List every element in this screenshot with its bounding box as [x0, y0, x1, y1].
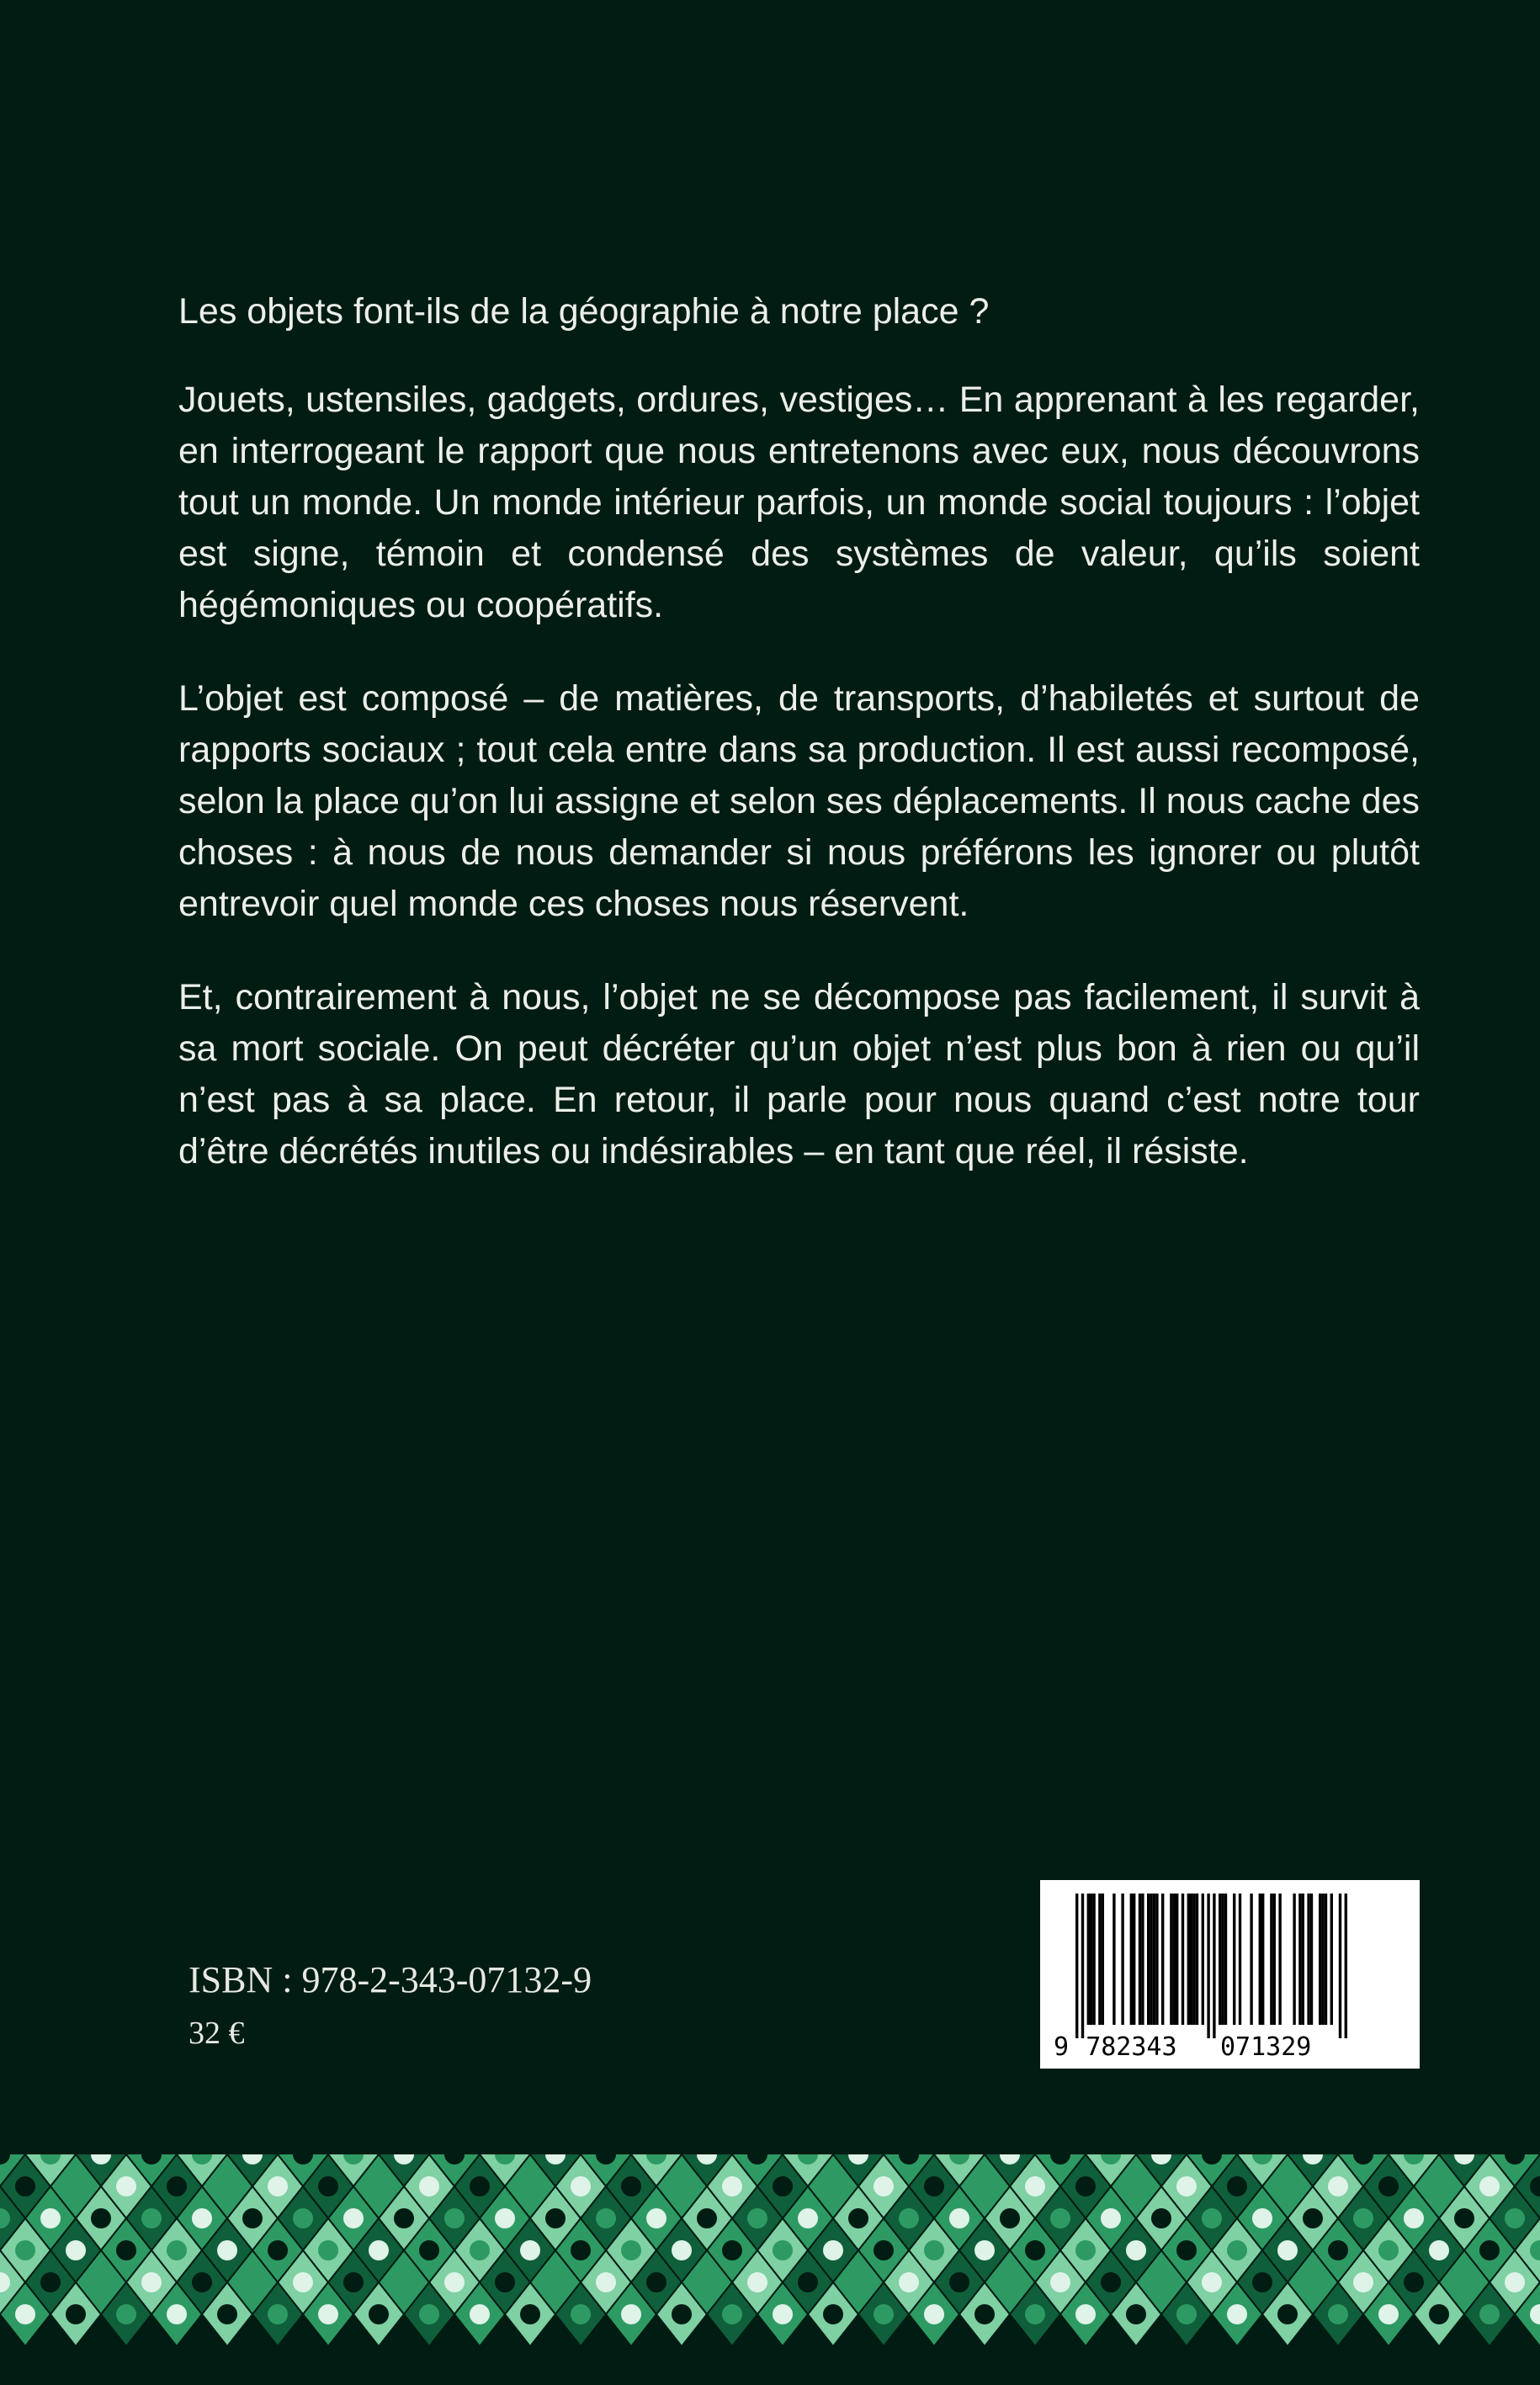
pattern-circle: [369, 2304, 389, 2324]
barcode-bar: [1113, 1894, 1115, 2025]
barcode-digit-first: 9: [1054, 2032, 1070, 2062]
pattern-circle: [848, 2208, 868, 2228]
pattern-circle: [1126, 2240, 1146, 2260]
pattern-circle: [1505, 2208, 1525, 2228]
pattern-circle: [1176, 2176, 1197, 2196]
pattern-circle: [545, 2208, 566, 2228]
barcode-bar: [1239, 1894, 1241, 2025]
barcode-bar: [1087, 1894, 1090, 2025]
barcode-bar: [1325, 1894, 1327, 2025]
barcode-bar: [1250, 1894, 1252, 2025]
pattern-circle: [1075, 2176, 1096, 2196]
pattern-circle: [268, 2304, 288, 2324]
pattern-circle: [444, 2272, 465, 2292]
barcode-bar: [1102, 1894, 1104, 2025]
barcode-bar: [1190, 1894, 1192, 2025]
isbn-number: ISBN : 978-2-343-07132-9: [189, 1959, 592, 2000]
pattern-circle: [1176, 2304, 1197, 2324]
pattern-circle: [1252, 2208, 1272, 2228]
pattern-circle: [242, 2272, 263, 2292]
pattern-circle: [15, 2176, 35, 2196]
barcode-bar: [1207, 1894, 1209, 2038]
barcode-bar: [1173, 1894, 1176, 2025]
pattern-circle: [1378, 2304, 1399, 2324]
barcode-bar: [1307, 1894, 1309, 2025]
pattern-circle: [116, 2304, 136, 2324]
barcode-bar: [1273, 1894, 1276, 2025]
pattern-circle: [470, 2240, 490, 2260]
blurb-paragraph-2: L’objet est composé – de matières, de transports, d’habiletés et surtout de rapports sociaux ; tout cela entre dans sa production. Il est aussi recomposé, selon la place qu’on lui assigne et selon ses déplacements. Il nous cache des choses : à nous de nous demander si nous préférons les ignorer ou plutôt entrevoir quel monde ces choses nous réservent.: [178, 678, 1420, 924]
barcode-bar: [1192, 1894, 1195, 2025]
barcode-bar: [1339, 1894, 1341, 2038]
pattern-circle: [1227, 2240, 1247, 2260]
pattern-circle: [15, 2304, 35, 2324]
pattern-circle: [520, 2304, 540, 2324]
pattern-circle: [773, 2304, 793, 2324]
pattern-circle: [722, 2304, 742, 2324]
barcode-bar: [1161, 1894, 1164, 2025]
pattern-circle: [672, 2240, 692, 2260]
pattern-circle: [1050, 2272, 1070, 2292]
barcode-bar: [1092, 1894, 1095, 2025]
pattern-circle: [470, 2176, 490, 2196]
barcode-bar: [1219, 1894, 1221, 2025]
pattern-circle: [242, 2208, 263, 2228]
barcode-bar: [1176, 1894, 1178, 2025]
pattern-circle: [1303, 2208, 1323, 2228]
pattern-circle: [596, 2208, 616, 2228]
pattern-circle: [520, 2176, 540, 2196]
pattern-circle: [1025, 2176, 1045, 2196]
pattern-circle: [1429, 2304, 1449, 2324]
pattern-circle: [15, 2240, 35, 2260]
pattern-circle: [823, 2304, 843, 2324]
barcode-bar: [1298, 1894, 1301, 2025]
pattern-circle: [1378, 2176, 1399, 2196]
pattern-circle: [217, 2240, 237, 2260]
barcode-bar: [1293, 1894, 1295, 2025]
pattern-circle: [116, 2176, 136, 2196]
pattern-circle: [823, 2240, 843, 2260]
pattern-circle: [1227, 2304, 1247, 2324]
pattern-circle: [66, 2304, 86, 2324]
pattern-circle: [394, 2272, 414, 2292]
pattern-circle: [192, 2272, 212, 2292]
pattern-circle: [823, 2176, 843, 2196]
pattern-circle: [1202, 2208, 1222, 2228]
pattern-circle: [1151, 2208, 1171, 2228]
pattern-circle: [798, 2272, 818, 2292]
barcode-bar: [1133, 1894, 1135, 2025]
pattern-circle: [419, 2304, 439, 2324]
pattern-circle: [697, 2208, 717, 2228]
barcode-bar: [1196, 1894, 1198, 2025]
pattern-circle: [318, 2176, 338, 2196]
pattern-circle: [268, 2176, 288, 2196]
pattern-circle: [1404, 2272, 1424, 2292]
pattern-circle: [1000, 2208, 1020, 2228]
pattern-circle: [1277, 2240, 1298, 2260]
pattern-circle: [116, 2240, 136, 2260]
pattern-circle: [949, 2272, 969, 2292]
pattern-circle: [1075, 2304, 1096, 2324]
barcode-bar: [1153, 1894, 1155, 2025]
pattern-circle: [747, 2272, 767, 2292]
pattern-circle: [495, 2272, 515, 2292]
pattern-circle: [1025, 2240, 1045, 2260]
pattern-circle: [343, 2208, 364, 2228]
pattern-circle: [444, 2208, 465, 2228]
barcode-bar: [1261, 1894, 1264, 2025]
pattern-circle: [924, 2304, 944, 2324]
pattern-circle: [394, 2208, 414, 2228]
pattern-circle: [1328, 2176, 1348, 2196]
pattern-circle: [621, 2304, 641, 2324]
pattern-circle: [1101, 2272, 1121, 2292]
pattern-circle: [1454, 2272, 1474, 2292]
barcode-digits-right: 071329: [1220, 2032, 1312, 2062]
pattern-circle: [899, 2208, 919, 2228]
pattern-circle: [974, 2304, 995, 2324]
pattern-circle: [167, 2240, 187, 2260]
pattern-circle: [672, 2304, 692, 2324]
pattern-circle: [848, 2272, 868, 2292]
pattern-circle: [874, 2304, 894, 2324]
pattern-circle: [899, 2272, 919, 2292]
barcode-bar: [1090, 1894, 1092, 2025]
pattern-circle: [1505, 2272, 1525, 2292]
pattern-circle: [1227, 2176, 1247, 2196]
pattern-circle: [1126, 2176, 1146, 2196]
pattern-circle: [419, 2240, 439, 2260]
pattern-circle: [343, 2272, 364, 2292]
pattern-circle: [369, 2240, 389, 2260]
barcode-bar: [1270, 1894, 1272, 2025]
pattern-circle: [1025, 2304, 1045, 2324]
barcode-bar: [1155, 1894, 1158, 2025]
pattern-circle: [1075, 2240, 1096, 2260]
barcode-bar: [1319, 1894, 1321, 2025]
barcode-bar: [1259, 1894, 1261, 2025]
pattern-circle: [1353, 2272, 1373, 2292]
pattern-circle: [293, 2208, 313, 2228]
pattern-circle: [722, 2176, 742, 2196]
blurb: [178, 286, 1420, 1219]
pattern-circle: [596, 2272, 616, 2292]
barcode-bar: [1224, 1894, 1227, 2025]
barcode-bar: [1302, 1894, 1304, 2025]
pattern-circle: [646, 2272, 666, 2292]
barcode-bar: [1150, 1894, 1152, 2025]
pattern-circle: [1303, 2272, 1323, 2292]
pattern-circle: [91, 2208, 111, 2228]
pattern-circle: [1429, 2176, 1449, 2196]
barcode-bar: [1278, 1894, 1281, 2025]
barcode-bar: [1075, 1894, 1078, 2038]
pattern-circle: [318, 2240, 338, 2260]
pattern-circle: [1404, 2208, 1424, 2228]
pattern-circle: [167, 2304, 187, 2324]
barcode-bar: [1141, 1894, 1144, 2025]
pattern-circle: [66, 2176, 86, 2196]
barcode-bar: [1187, 1894, 1190, 2025]
pattern-circle: [1328, 2304, 1348, 2324]
barcode-bar: [1233, 1894, 1235, 2025]
pattern-circle: [1378, 2240, 1399, 2260]
pattern-circle: [621, 2240, 641, 2260]
pattern-circle: [545, 2272, 566, 2292]
pattern-circle: [1151, 2272, 1171, 2292]
pattern-circle: [1176, 2240, 1197, 2260]
pattern-circle: [1277, 2304, 1298, 2324]
barcode-digits-left: 782343: [1086, 2032, 1177, 2062]
pattern-circle: [1454, 2208, 1474, 2228]
pattern-circle: [40, 2208, 61, 2228]
pattern-circle: [1277, 2176, 1298, 2196]
pattern-circle: [217, 2176, 237, 2196]
pattern-circle: [672, 2176, 692, 2196]
pattern-circle: [949, 2208, 969, 2228]
pattern-circle: [874, 2240, 894, 2260]
pattern-circle: [1252, 2272, 1272, 2292]
pattern-circle: [268, 2240, 288, 2260]
pattern-circle: [495, 2208, 515, 2228]
pattern-circle: [1479, 2176, 1500, 2196]
pattern-circle: [217, 2304, 237, 2324]
pattern-circle: [141, 2272, 162, 2292]
blurb-paragraph-3: Et, contrairement à nous, l’objet ne se décompose pas facilement, il survit à sa mort sociale. On peut décréter qu’un objet n’est plus bon à rien ou qu’il n’est pas à sa place. En retour, il parle pour nous quand c’est notre tour d’être décrétés inutiles ou indésirables – en tant que réel, il résiste.: [178, 977, 1420, 1171]
pattern-circle: [924, 2240, 944, 2260]
barcode-bar: [1081, 1894, 1084, 2038]
pattern-circle: [646, 2208, 666, 2228]
pattern-circle: [419, 2176, 439, 2196]
pattern-circle: [1479, 2304, 1500, 2324]
pattern-circle: [1328, 2240, 1348, 2260]
barcode-bar: [1202, 1894, 1204, 2025]
pattern-circle: [520, 2240, 540, 2260]
barcode-bar: [1147, 1894, 1150, 2025]
pattern-circle: [924, 2176, 944, 2196]
pattern-circle: [1126, 2304, 1146, 2324]
pattern-circle: [141, 2208, 162, 2228]
pattern-circle: [91, 2272, 111, 2292]
barcode-bar: [1182, 1894, 1184, 2025]
barcode-bar: [1213, 1894, 1215, 2038]
pattern-circle: [1353, 2208, 1373, 2228]
pattern-circle: [369, 2176, 389, 2196]
pattern-circle: [773, 2240, 793, 2260]
pattern-circle: [621, 2176, 641, 2196]
pattern-circle: [192, 2208, 212, 2228]
decorative-pattern: [0, 2154, 1540, 2385]
blurb-lead: Les objets font-ils de la géographie à notre place ?: [178, 291, 990, 332]
pattern-circle: [773, 2176, 793, 2196]
pattern-circle: [1479, 2240, 1500, 2260]
pattern-circle: [697, 2272, 717, 2292]
pattern-circle: [1429, 2240, 1449, 2260]
barcode-graphic: [1040, 1880, 1420, 2069]
barcode-bar: [1310, 1894, 1313, 2025]
barcode-bar: [1121, 1894, 1123, 2025]
blurb-paragraph-1: Jouets, ustensiles, gadgets, ordures, vestiges… En apprenant à les regarder, en interrogeant le rapport que nous entretenons avec eux, nous découvrons tout un monde. Un monde intérieur parfois, un monde social toujours : l’objet est signe, témoin et condensé des systèmes de valeur, qu’ils soient hégémoniques ou coopératifs.: [178, 380, 1420, 625]
barcode-bar: [1345, 1894, 1347, 2038]
barcode-bar: [1321, 1894, 1324, 2025]
barcode-bar: [1130, 1894, 1133, 2025]
isbn-block: [189, 1957, 592, 2054]
pattern-circle: [974, 2240, 995, 2260]
pattern-circle: [167, 2176, 187, 2196]
pattern-circle: [1000, 2272, 1020, 2292]
barcode-bar: [1170, 1894, 1172, 2025]
pattern-circle: [40, 2272, 61, 2292]
pattern-circle: [1101, 2208, 1121, 2228]
pattern-circle: [1050, 2208, 1070, 2228]
barcode: [1040, 1880, 1420, 2069]
pattern-circle: [722, 2240, 742, 2260]
barcode-bar: [1330, 1894, 1333, 2025]
pattern-circle: [318, 2304, 338, 2324]
pattern-circle: [974, 2176, 995, 2196]
barcode-bar: [1139, 1894, 1141, 2025]
pattern-circle: [66, 2240, 86, 2260]
pattern-circle: [293, 2272, 313, 2292]
barcode-bar: [1221, 1894, 1224, 2025]
pattern-circle: [1202, 2272, 1222, 2292]
pattern-circle: [571, 2176, 591, 2196]
pattern-circle: [747, 2208, 767, 2228]
pattern-circle: [470, 2304, 490, 2324]
pattern-circle: [571, 2304, 591, 2324]
price: 32 €: [189, 2016, 245, 2051]
pattern-circle: [798, 2208, 818, 2228]
pattern-circle: [571, 2240, 591, 2260]
pattern-circle: [874, 2176, 894, 2196]
barcode-bar: [1098, 1894, 1101, 2025]
